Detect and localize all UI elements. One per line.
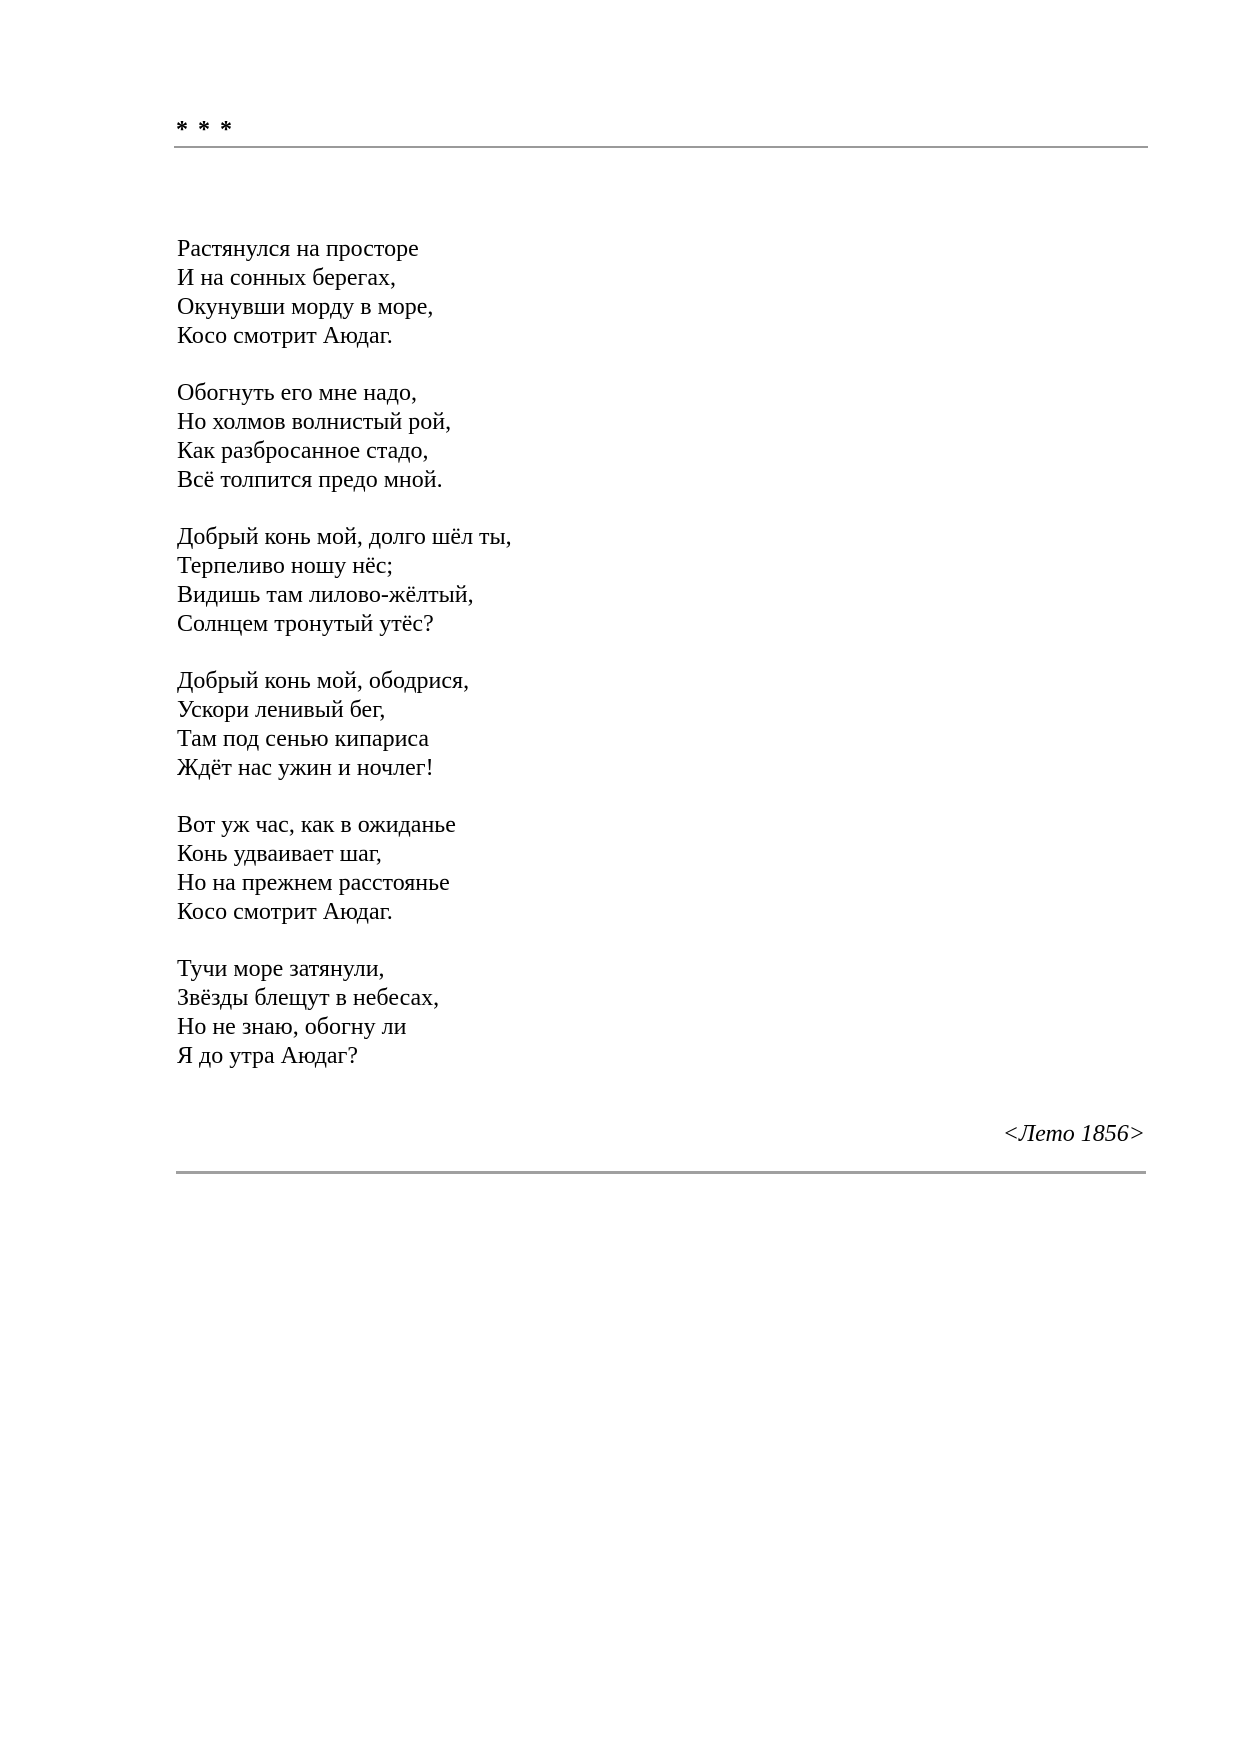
poem [177,235,1077,1099]
poem-line: Всё толпится предо мной. [177,467,443,493]
poem-line: Добрый конь мой, ободрися, [177,668,470,694]
poem-line: Солнцем тронутый утёс? [177,611,434,637]
poem-line: Но холмов волнистый рой, [177,409,452,435]
poem-line: Растянулся на просторе [177,236,419,262]
poem-line: Но на прежнем расстоянье [177,870,450,896]
stanza-5 [177,811,1077,927]
poem-line: Ускори ленивый бег, [177,697,386,723]
poem-line: Звёзды блещут в небесах, [177,985,440,1011]
poem-line: Косо смотрит Аюдаг. [177,323,393,349]
poem-line: Но не знаю, обогну ли [177,1014,407,1040]
poem-line: Конь удваивает шаг, [177,841,382,867]
poem-line: Тучи море затянули, [177,956,385,982]
poem-line: Вот уж час, как в ожиданье [177,812,456,838]
stanza-2 [177,379,1077,495]
poem-line: Ждёт нас ужин и ночлег! [177,755,434,781]
poem-line: Как разбросанное стадо, [177,438,429,464]
stanza-6 [177,955,1077,1071]
poem-line: Я до утра Аюдаг? [177,1043,359,1069]
poem-line: Добрый конь мой, долго шёл ты, [177,524,512,550]
stanza-3 [177,523,1077,639]
poem-date: <Лето 1856> [1002,1121,1145,1147]
poem-line: Видишь там лилово-жёлтый, [177,582,474,608]
poem-line: Обогнуть его мне надо, [177,380,417,406]
top-divider [174,146,1148,148]
poem-line: Там под сенью кипариса [177,726,430,752]
stanza-1 [177,235,1077,351]
section-asterisks: * * * [176,117,234,143]
stanza-4 [177,667,1077,783]
poem-line: Окунувши морду в море, [177,294,434,320]
poem-line: И на сонных берегах, [177,265,396,291]
bottom-divider [176,1171,1146,1174]
poem-line: Косо смотрит Аюдаг. [177,899,393,925]
poem-line: Терпеливо ношу нёс; [177,553,394,579]
